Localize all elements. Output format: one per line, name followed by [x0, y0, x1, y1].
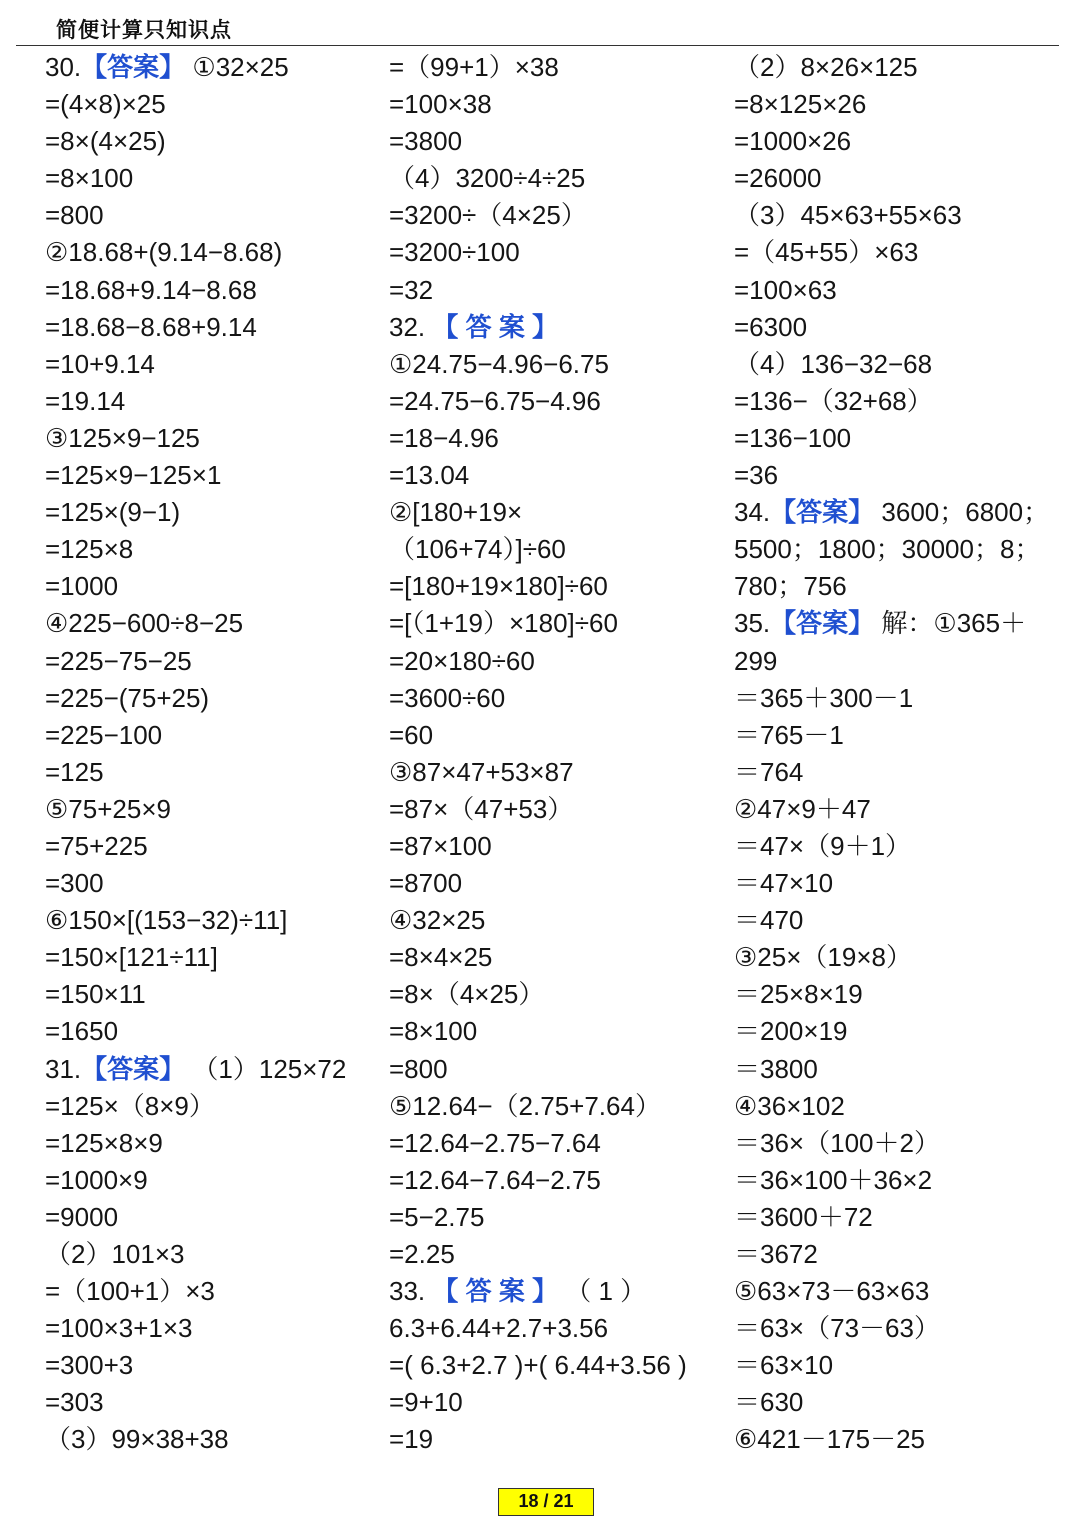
calc-text: （2）8×26×125 [734, 52, 918, 82]
calc-line [734, 1088, 1064, 1125]
calc-text: =8700 [389, 868, 463, 899]
calc-line [389, 754, 719, 791]
calc-line [734, 939, 1064, 976]
calc-line [734, 643, 1064, 680]
calc-line [389, 1421, 719, 1458]
calc-line [389, 717, 719, 754]
calc-text: =6300 [734, 311, 808, 342]
calc-line [45, 865, 375, 902]
calc-text: 32. [389, 311, 433, 342]
calc-text: =300+3 [45, 1350, 134, 1381]
calc-line [734, 457, 1064, 494]
calc-text: ＝764 [734, 756, 804, 787]
calc-line [734, 605, 1064, 642]
calc-line [389, 86, 719, 123]
page-header [0, 0, 1080, 46]
calc-text: =[（1+19）×180]÷60 [389, 608, 618, 639]
calc-line [45, 717, 375, 754]
calc-line [45, 1013, 375, 1050]
calc-line [45, 420, 375, 457]
calc-text: 35. [734, 608, 771, 639]
calc-text: =19 [389, 1424, 434, 1455]
calc-text: =75+225 [45, 830, 148, 861]
calc-line [389, 680, 719, 717]
calc-text: =1000×26 [734, 126, 852, 157]
calc-line [734, 1236, 1064, 1273]
calc-line [45, 1162, 375, 1199]
calc-line [734, 828, 1064, 865]
calc-line [389, 1236, 719, 1273]
calc-line [389, 1384, 719, 1421]
calc-line [734, 1199, 1064, 1236]
calc-text: ①24.75−4.96−6.75 [389, 348, 609, 379]
calc-text: =12.64−7.64−2.75 [389, 1164, 601, 1195]
calc-line [45, 49, 375, 86]
calc-text: =150×[121÷11] [45, 942, 218, 973]
calc-text: =( 6.3+2.7 )+( 6.44+3.56 ) [389, 1350, 687, 1381]
calc-line [734, 1273, 1064, 1310]
document-title: 简便计算只知识点 [56, 17, 232, 42]
calc-line [45, 828, 375, 865]
calc-text: ＝200×19 [734, 1016, 848, 1047]
calc-line [734, 1347, 1064, 1384]
calc-text: =（45+55）×63 [734, 237, 919, 268]
calc-text: =125×9−125×1 [45, 460, 222, 491]
calc-line [734, 123, 1064, 160]
calc-text: =9000 [45, 1201, 119, 1232]
calc-line [45, 902, 375, 939]
calc-text: ＝765－1 [734, 719, 844, 750]
calc-text: =32 [389, 274, 434, 305]
calc-text: =125×(9−1) [45, 497, 181, 528]
calc-text: =8×100 [389, 1016, 478, 1047]
calc-line [389, 420, 719, 457]
calc-text: =100×38 [389, 89, 492, 120]
answer-label: 【答案】 [770, 608, 875, 639]
calc-line [389, 902, 719, 939]
calc-text: （106+74）]÷60 [389, 534, 566, 565]
calc-text: =18.68+9.14−8.68 [45, 274, 257, 305]
calc-line [45, 1125, 375, 1162]
calc-text: ②47×9＋47 [734, 793, 871, 824]
calc-text: ②[180+19× [389, 497, 523, 528]
calc-line [45, 160, 375, 197]
calc-line [734, 494, 1064, 531]
calc-text: （4）136−32−68 [734, 348, 933, 379]
calc-line [389, 1125, 719, 1162]
calc-line [734, 791, 1064, 828]
calc-text: =800 [389, 1053, 448, 1084]
answer-column-3 [734, 49, 1064, 1459]
calc-line [389, 791, 719, 828]
calc-line [389, 272, 719, 309]
answer-label: 【答案】 [81, 1053, 186, 1084]
calc-line [389, 457, 719, 494]
calc-text: =136−100 [734, 422, 852, 453]
calc-text: =1000 [45, 571, 119, 602]
calc-line [45, 346, 375, 383]
calc-line [389, 123, 719, 160]
calc-text: ＝47×10 [734, 868, 834, 899]
calc-text: ＝47×（9＋1） [734, 830, 912, 861]
calc-text: =10+9.14 [45, 348, 155, 379]
calc-text: =3600÷60 [389, 682, 506, 713]
calc-text: 解：①365＋ [874, 608, 1027, 639]
calc-text: 34. [734, 497, 771, 528]
calc-text: =24.75−6.75−4.96 [389, 385, 601, 416]
calc-text: ④225−600÷8−25 [45, 608, 244, 639]
calc-text: 30. [45, 52, 82, 82]
calc-line [734, 197, 1064, 234]
calc-text: =125×8 [45, 534, 134, 565]
calc-line [734, 1051, 1064, 1088]
calc-text: （4）3200÷4÷25 [389, 163, 586, 194]
calc-text: ＝3600＋72 [734, 1201, 873, 1232]
calc-line [45, 568, 375, 605]
calc-text: =8×(4×25) [45, 126, 166, 157]
calc-line [389, 1088, 719, 1125]
calc-text: ①32×25 [185, 52, 289, 82]
calc-line [734, 234, 1064, 271]
calc-text: =87×（47+53） [389, 793, 574, 824]
calc-line [734, 976, 1064, 1013]
calc-text: =1000×9 [45, 1164, 148, 1195]
calc-line [45, 531, 375, 568]
calc-line [45, 1384, 375, 1421]
calc-text: =225−75−25 [45, 645, 192, 676]
calc-text: =[180+19×180]÷60 [389, 571, 608, 602]
calc-line [389, 828, 719, 865]
calc-text: 33. [389, 1276, 433, 1307]
calc-text: =225−100 [45, 719, 163, 750]
calc-text: 780；756 [734, 571, 847, 602]
calc-line [734, 420, 1064, 457]
calc-line [389, 49, 719, 86]
calc-text: =8×125×26 [734, 89, 867, 120]
answer-label: 【答案】 [770, 497, 875, 528]
calc-text: =（99+1）×38 [389, 52, 559, 82]
calc-line [45, 494, 375, 531]
calc-line [45, 457, 375, 494]
calc-text: =100×63 [734, 274, 837, 305]
calc-line [389, 643, 719, 680]
calc-text: ＝63×10 [734, 1350, 834, 1381]
calc-text: =136−（32+68） [734, 385, 933, 416]
calc-text: ＝63×（73－63） [734, 1313, 940, 1344]
calc-text: =303 [45, 1387, 104, 1418]
calc-text: （3）99×38+38 [45, 1424, 229, 1455]
calc-line [389, 197, 719, 234]
calc-line [734, 1421, 1064, 1458]
calc-line [734, 1013, 1064, 1050]
calc-text: =18−4.96 [389, 422, 499, 453]
calc-line [389, 976, 719, 1013]
calc-line [45, 234, 375, 271]
calc-text: ＝3800 [734, 1053, 818, 1084]
calc-text: ＝630 [734, 1387, 804, 1418]
calc-line [734, 1162, 1064, 1199]
calc-line [389, 383, 719, 420]
calc-line [45, 1273, 375, 1310]
calc-line [734, 680, 1064, 717]
calc-text: ⑥150×[(153−32)÷11] [45, 905, 288, 936]
calc-text: =300 [45, 868, 104, 899]
calc-line [389, 160, 719, 197]
calc-line [45, 272, 375, 309]
calc-text: ②18.68+(9.14−8.68) [45, 237, 283, 268]
calc-line [734, 49, 1064, 86]
calc-text: 3600；6800； [874, 497, 1050, 528]
calc-line [45, 383, 375, 420]
calc-line [389, 309, 719, 346]
calc-line [45, 123, 375, 160]
answer-label: 【答案】 [81, 52, 186, 82]
calc-text: ⑤63×73－63×63 [734, 1276, 930, 1307]
calc-line [389, 234, 719, 271]
calc-line [389, 1199, 719, 1236]
calc-text: =125 [45, 756, 104, 787]
calc-line [389, 568, 719, 605]
calc-line [734, 717, 1064, 754]
calc-line [734, 1125, 1064, 1162]
calc-text: =800 [45, 200, 104, 231]
calc-text: =60 [389, 719, 434, 750]
calc-line [734, 568, 1064, 605]
answer-label: 【 答 案 】 [432, 311, 559, 342]
calc-line [734, 1310, 1064, 1347]
calc-text: 31. [45, 1053, 82, 1084]
answer-label: 【 答 案 】 [432, 1276, 559, 1307]
calc-line [389, 1162, 719, 1199]
calc-line [45, 1310, 375, 1347]
calc-text: =26000 [734, 163, 822, 194]
calc-text: =8×（4×25） [389, 979, 545, 1010]
calc-text: 5500；1800；30000；8； [734, 534, 1041, 565]
calc-text: ④36×102 [734, 1090, 845, 1121]
calc-line [45, 680, 375, 717]
calc-text: =8×100 [45, 163, 134, 194]
calc-text: =（100+1）×3 [45, 1276, 215, 1307]
calc-line [389, 1013, 719, 1050]
calc-line [45, 939, 375, 976]
calc-text: =5−2.75 [389, 1201, 485, 1232]
calc-text: =20×180÷60 [389, 645, 535, 676]
calc-text: ⑤75+25×9 [45, 793, 171, 824]
calc-line [734, 86, 1064, 123]
calc-text: =3800 [389, 126, 463, 157]
calc-line [389, 939, 719, 976]
calc-text: ⑤12.64−（2.75+7.64） [389, 1090, 661, 1121]
calc-line [45, 1199, 375, 1236]
calc-line [389, 1310, 719, 1347]
calc-text: =3200÷100 [389, 237, 520, 268]
calc-line [389, 531, 719, 568]
calc-line [389, 1051, 719, 1088]
calc-text: =1650 [45, 1016, 119, 1047]
calc-text: ＝470 [734, 905, 804, 936]
calc-text: （2）101×3 [45, 1239, 185, 1269]
calc-line [45, 976, 375, 1013]
header-divider [16, 45, 1059, 46]
calc-line [389, 1347, 719, 1384]
calc-text: 299 [734, 645, 778, 676]
calc-text: ＝3672 [734, 1239, 818, 1269]
calc-line [734, 309, 1064, 346]
calc-line [45, 605, 375, 642]
calc-text: =125×8×9 [45, 1127, 163, 1158]
calc-text: （ 1 ） [558, 1276, 647, 1307]
calc-text: =225−(75+25) [45, 682, 210, 713]
calc-text: =2.25 [389, 1239, 455, 1269]
calc-line [45, 643, 375, 680]
calc-line [45, 754, 375, 791]
calc-text: =8×4×25 [389, 942, 493, 973]
calc-text: =19.14 [45, 385, 126, 416]
calc-line [389, 1273, 719, 1310]
calc-line [45, 1347, 375, 1384]
calc-line [389, 494, 719, 531]
calc-text: ＝25×8×19 [734, 979, 863, 1010]
calc-line [45, 1421, 375, 1458]
calc-text: ＝36×（100＋2） [734, 1127, 940, 1158]
calc-line [45, 197, 375, 234]
calc-text: =18.68−8.68+9.14 [45, 311, 257, 342]
calc-line [734, 531, 1064, 568]
calc-text: ③25×（19×8） [734, 942, 912, 973]
calc-line [389, 346, 719, 383]
calc-text: =100×3+1×3 [45, 1313, 193, 1344]
answer-column-1 [45, 49, 375, 1459]
calc-line [45, 1088, 375, 1125]
calc-line [45, 86, 375, 123]
calc-text: =36 [734, 460, 779, 491]
calc-line [389, 865, 719, 902]
calc-line [734, 272, 1064, 309]
calc-line [734, 346, 1064, 383]
calc-line [45, 1051, 375, 1088]
calc-text: ④32×25 [389, 905, 486, 936]
calc-text: =12.64−2.75−7.64 [389, 1127, 601, 1158]
calc-line [734, 1384, 1064, 1421]
calc-line [389, 605, 719, 642]
calc-text: =13.04 [389, 460, 470, 491]
calc-text: =125×（8×9） [45, 1090, 215, 1121]
calc-line [734, 754, 1064, 791]
calc-text: ⑥421－175－25 [734, 1424, 925, 1455]
calc-text: =150×11 [45, 979, 146, 1010]
calc-text: （3）45×63+55×63 [734, 200, 962, 231]
calc-text: ③125×9−125 [45, 422, 200, 453]
calc-text: ③87×47+53×87 [389, 756, 574, 787]
calc-line [734, 383, 1064, 420]
page-number-badge: 18 / 21 [498, 1488, 594, 1516]
calc-text: =(4×8)×25 [45, 89, 166, 120]
calc-line [45, 309, 375, 346]
calc-text: ＝365＋300－1 [734, 682, 914, 713]
calc-line [734, 160, 1064, 197]
calc-text: （1）125×72 [185, 1053, 347, 1084]
calc-line [45, 791, 375, 828]
calc-line [45, 1236, 375, 1273]
calc-line [734, 865, 1064, 902]
calc-text: =87×100 [389, 830, 492, 861]
calc-text: =9+10 [389, 1387, 463, 1418]
calc-text: 6.3+6.44+2.7+3.56 [389, 1313, 609, 1344]
calc-text: ＝36×100＋36×2 [734, 1164, 933, 1195]
answer-column-2 [389, 49, 719, 1459]
calc-text: =3200÷（4×25） [389, 200, 587, 231]
calc-line [734, 902, 1064, 939]
